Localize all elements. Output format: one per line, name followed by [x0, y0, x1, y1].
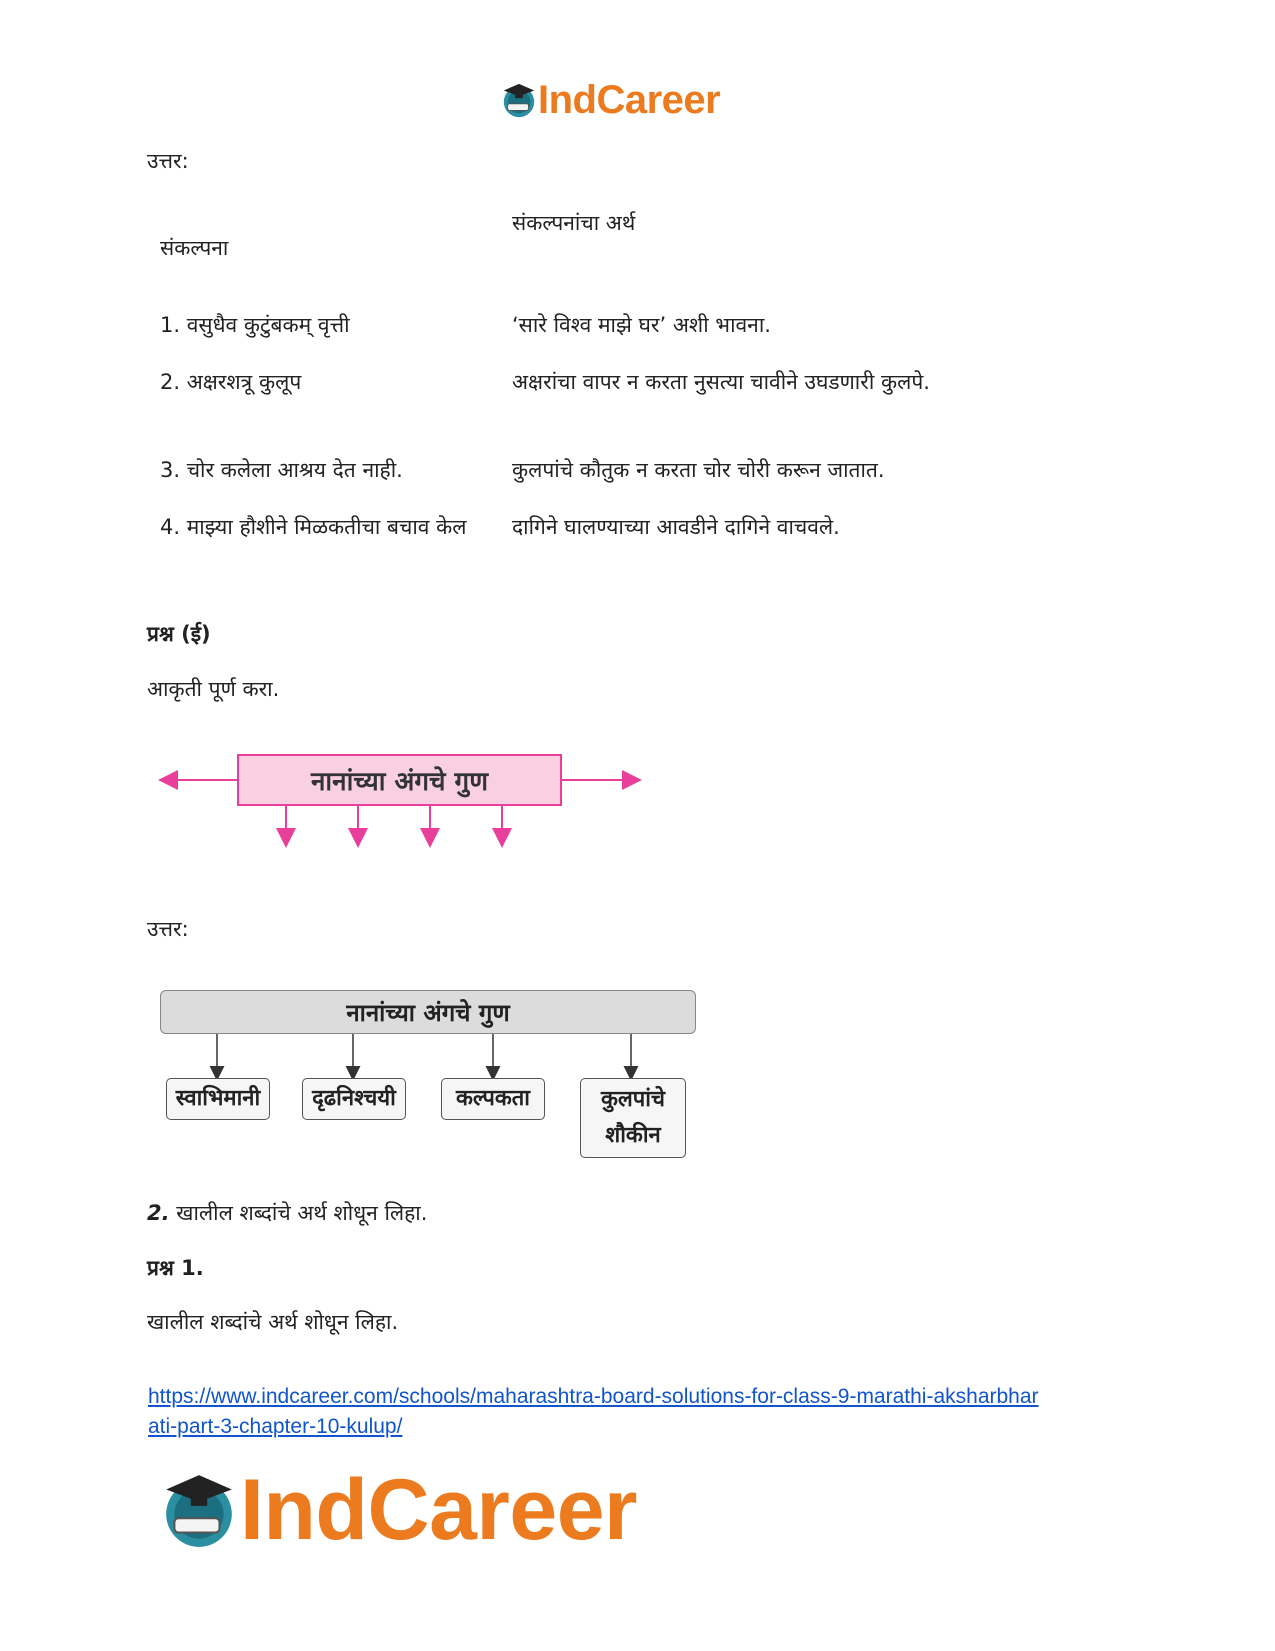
section-heading-text: खालील शब्दांचे अर्थ शोधून लिहा.: [176, 1201, 428, 1225]
indcareer-logo-bottom: [158, 1462, 637, 1558]
table-row-meaning: अक्षरांचा वापर न करता नुसत्या चावीने उघडणारी कुलपे.: [512, 370, 930, 394]
graduate-globe-icon: [158, 1469, 240, 1551]
answer-diagram-title-box: नानांच्या अंगचे गुण: [160, 990, 696, 1034]
indcareer-logo-top: [500, 76, 720, 124]
logo-text: IndCareer: [538, 78, 721, 122]
table-row-concept: 1. वसुधैव कुटुंबकम् वृत्ती: [160, 313, 350, 337]
quality-box: कुलपांचे शौकीन: [580, 1078, 686, 1158]
table-row-concept: 3. चोर कलेला आश्रय देत नाही.: [160, 458, 403, 482]
graduate-globe-icon: [500, 81, 538, 119]
table-header-concept: संकल्पना: [160, 236, 229, 260]
question-1-label: प्रश्न 1.: [147, 1256, 204, 1280]
logo-text: IndCareer: [240, 1462, 637, 1558]
answer-diagram-arrows: [150, 1034, 710, 1084]
table-header-meaning: संकल्पनांचा अर्थ: [512, 211, 636, 235]
source-link-line-1[interactable]: https://www.indcareer.com/schools/maharashtra-board-solutions-for-class-9-marathi-aksharbhar: [148, 1385, 1039, 1408]
answer-label-2: उत्तर:: [147, 917, 189, 941]
quality-box: दृढनिश्चयी: [302, 1078, 406, 1120]
section-2-heading: [147, 1198, 427, 1228]
source-link[interactable]: [148, 1382, 1039, 1442]
quality-box: स्वाभिमानी: [166, 1078, 270, 1120]
answer-label: उत्तर:: [147, 149, 189, 173]
quality-box: कल्पकता: [441, 1078, 545, 1120]
source-link-line-2[interactable]: ati-part-3-chapter-10-kulup/: [148, 1415, 403, 1438]
table-row-meaning: कुलपांचे कौतुक न करता चोर चोरी करून जातात.: [512, 458, 885, 482]
diagram-title-box: नानांच्या अंगचे गुण: [237, 754, 562, 806]
question-e-label: प्रश्न (ई): [147, 622, 211, 646]
section-number: 2.: [147, 1201, 170, 1225]
table-row-concept: 2. अक्षरशत्रू कुलूप: [160, 370, 302, 394]
table-row-concept: 4. माझ्या हौशीने मिळकतीचा बचाव केल: [160, 515, 467, 539]
table-row-meaning: ‘सारे विश्व माझे घर’ अशी भावना.: [512, 313, 771, 337]
question-1-text: खालील शब्दांचे अर्थ शोधून लिहा.: [147, 1310, 399, 1334]
table-row-meaning: दागिने घालण्याच्या आवडीने दागिने वाचवले.: [512, 515, 840, 539]
question-e-instruction: आकृती पूर्ण करा.: [147, 677, 280, 701]
